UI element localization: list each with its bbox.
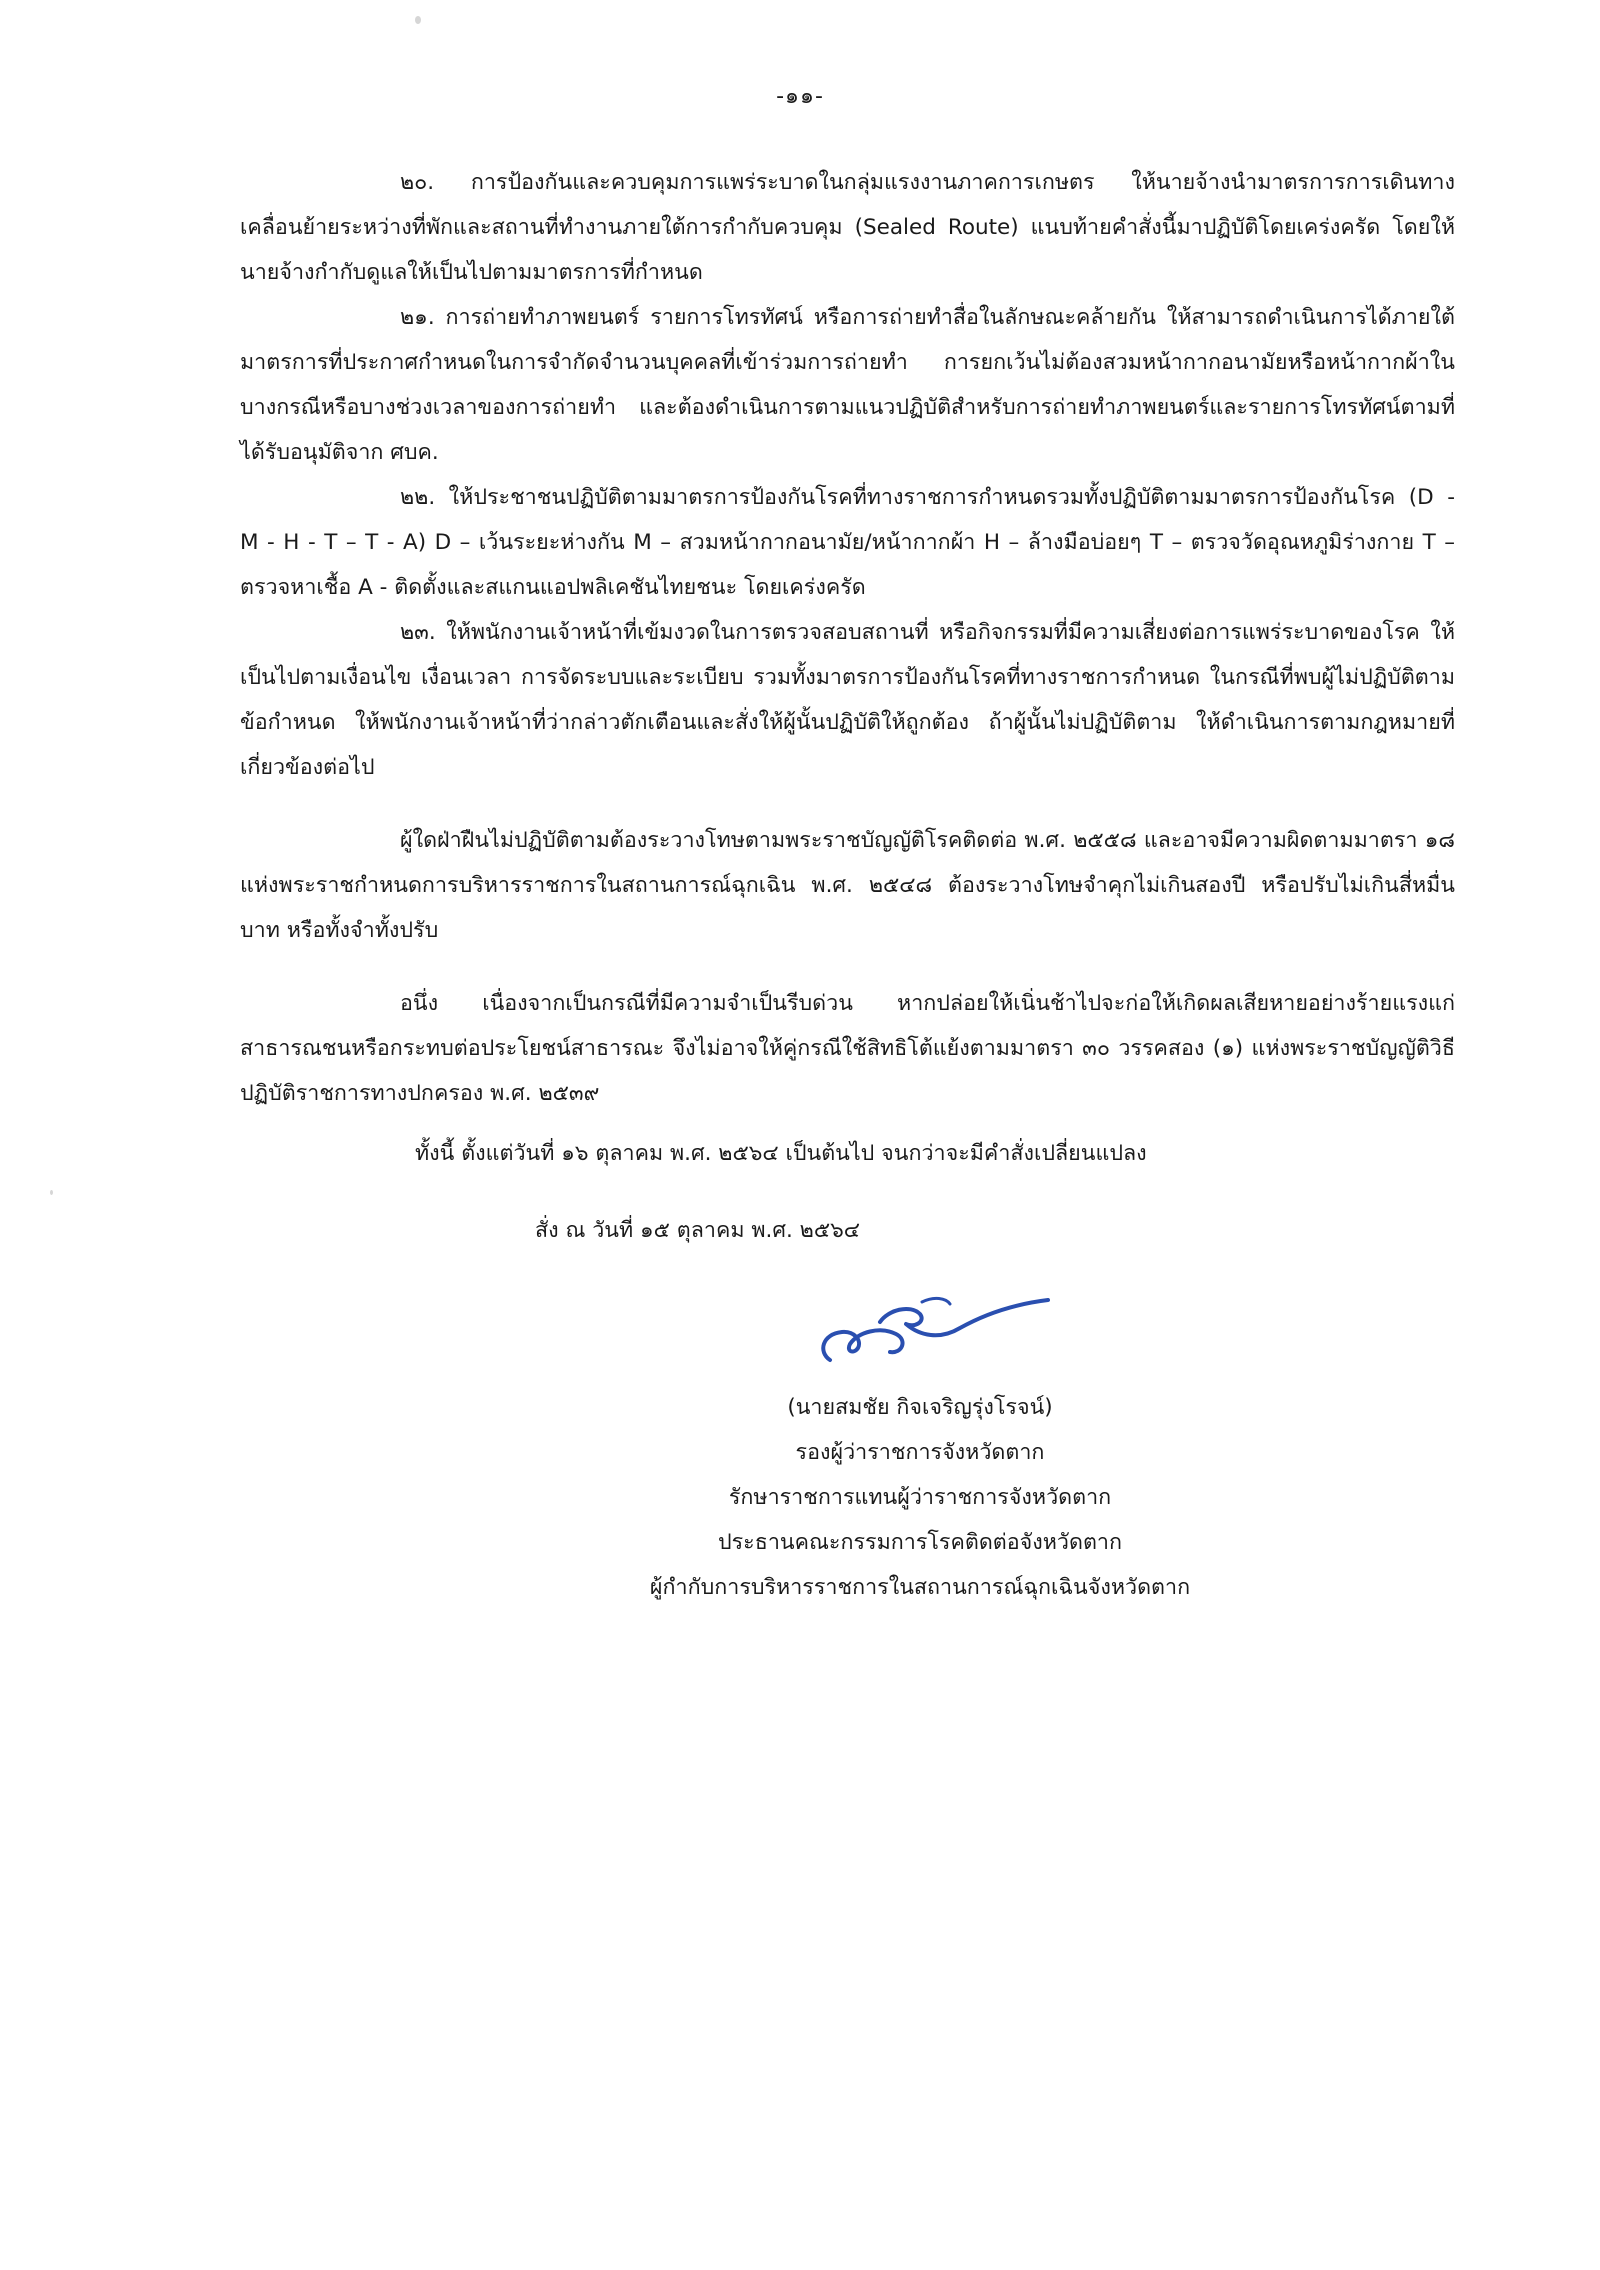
clause-20: ๒๐. การป้องกันและควบคุมการแพร่ระบาดในกลุ่มแรงงานภาคการเกษตร ให้นายจ้างนำมาตรการการเดินทางเคลื่อนย้ายระหว่างที่พักและสถานที่ทำงานภายใต้การกำกับควบคุม (Sealed Route) แนบท้ายคำสั่งนี้มาปฏิบัติโดยเคร่งครัด โดยให้นายจ้างกำกับดูแลให้เป็นไปตามมาตรการที่กำหนด — [240, 170, 1455, 285]
signer-title: รองผู้ว่าราชการจังหวัดตาก — [795, 1440, 1045, 1465]
scan-speck — [50, 1190, 53, 1195]
order-body — [240, 160, 1455, 1116]
clause-21: ๒๑. การถ่ายทำภาพยนตร์ รายการโทรทัศน์ หรือการถ่ายทำสื่อในลักษณะคล้ายกัน ให้สามารถดำเนินการได้ภายใต้มาตรการที่ประกาศกำหนดในการจำกัดจำนวนบุคคลที่เข้าร่วมการถ่ายทำ การยกเว้นไม่ต้องสวมหน้ากากอนามัยหรือหน้ากากผ้าในบางกรณีหรือบางช่วงเวลาของการถ่ายทำ และต้องดำเนินการตามแนวปฏิบัติสำหรับการถ่ายทำภาพยนตร์และรายการโทรทัศน์ตามที่ได้รับอนุมัติจาก ศบค. — [240, 305, 1455, 465]
urgency-paragraph: อนึ่ง เนื่องจากเป็นกรณีที่มีความจำเป็นรีบด่วน หากปล่อยให้เนิ่นช้าไปจะก่อให้เกิดผลเสียหายอย่างร้ายแรงแก่สาธารณชนหรือกระทบต่อประโยชน์สาธารณะ จึงไม่อาจให้คู่กรณีใช้สิทธิโต้แย้งตามมาตรา ๓๐ วรรคสอง (๑) แห่งพระราชบัญญัติวิธีปฏิบัติราชการทางปกครอง พ.ศ. ๒๕๓๙ — [240, 991, 1455, 1106]
handwritten-signature — [810, 1282, 1060, 1382]
clause-23: ๒๓. ให้พนักงานเจ้าหน้าที่เข้มงวดในการตรวจสอบสถานที่ หรือกิจกรรมที่มีความเสี่ยงต่อการแพร่ระบาดของโรค ให้เป็นไปตามเงื่อนไข เงื่อนเวลา การจัดระบบและระเบียบ รวมทั้งมาตรการป้องกันโรคที่ทางราชการกำหนด ในกรณีที่พบผู้ไม่ปฏิบัติตามข้อกำหนด ให้พนักงานเจ้าหน้าที่ว่ากล่าวตักเตือนและสั่งให้ผู้นั้นปฏิบัติให้ถูกต้อง ถ้าผู้นั้นไม่ปฏิบัติตาม ให้ดำเนินการตามกฎหมายที่เกี่ยวข้องต่อไป — [240, 620, 1455, 780]
effective-date: ทั้งนี้ ตั้งแต่วันที่ ๑๖ ตุลาคม พ.ศ. ๒๕๖๔ เป็นต้นไป จนกว่าจะมีคำสั่งเปลี่ยนแปลง — [415, 1141, 1147, 1166]
signer-block — [600, 1385, 1240, 1610]
penalty-paragraph: ผู้ใดฝ่าฝืนไม่ปฏิบัติตามต้องระวางโทษตามพระราชบัญญัติโรคติดต่อ พ.ศ. ๒๕๕๘ และอาจมีความผิดตามมาตรา ๑๘ แห่งพระราชกำหนดการบริหารราชการในสถานการณ์ฉุกเฉิน พ.ศ. ๒๕๔๘ ต้องระวางโทษจำคุกไม่เกินสองปี หรือปรับไม่เกินสี่หมื่นบาท หรือทั้งจำทั้งปรับ — [240, 828, 1455, 943]
signer-title: รักษาราชการแทนผู้ว่าราชการจังหวัดตาก — [728, 1485, 1112, 1510]
clause-22: ๒๒. ให้ประชาชนปฏิบัติตามมาตรการป้องกันโรคที่ทางราชการกำหนดรวมทั้งปฏิบัติตามมาตรการป้องกันโรค (D - M - H - T – T - A) D – เว้นระยะห่างกัน M – สวมหน้ากากอนามัย/หน้ากากผ้า H – ล้างมือบ่อยๆ T – ตรวจวัดอุณหภูมิร่างกาย T – ตรวจหาเชื้อ A - ติดตั้งและสแกนแอปพลิเคชันไทยชนะ โดยเคร่งครัด — [240, 485, 1455, 600]
signer-title: ผู้กำกับการบริหารราชการในสถานการณ์ฉุกเฉินจังหวัดตาก — [649, 1575, 1191, 1600]
page-number: -๑๑- — [776, 84, 824, 109]
scan-speck — [415, 16, 421, 24]
order-date: สั่ง ณ วันที่ ๑๕ ตุลาคม พ.ศ. ๒๕๖๔ — [535, 1218, 861, 1243]
signer-title: ประธานคณะกรรมการโรคติดต่อจังหวัดตาก — [717, 1530, 1123, 1555]
signer-name: (นายสมชัย กิจเจริญรุ่งโรจน์) — [787, 1395, 1053, 1420]
